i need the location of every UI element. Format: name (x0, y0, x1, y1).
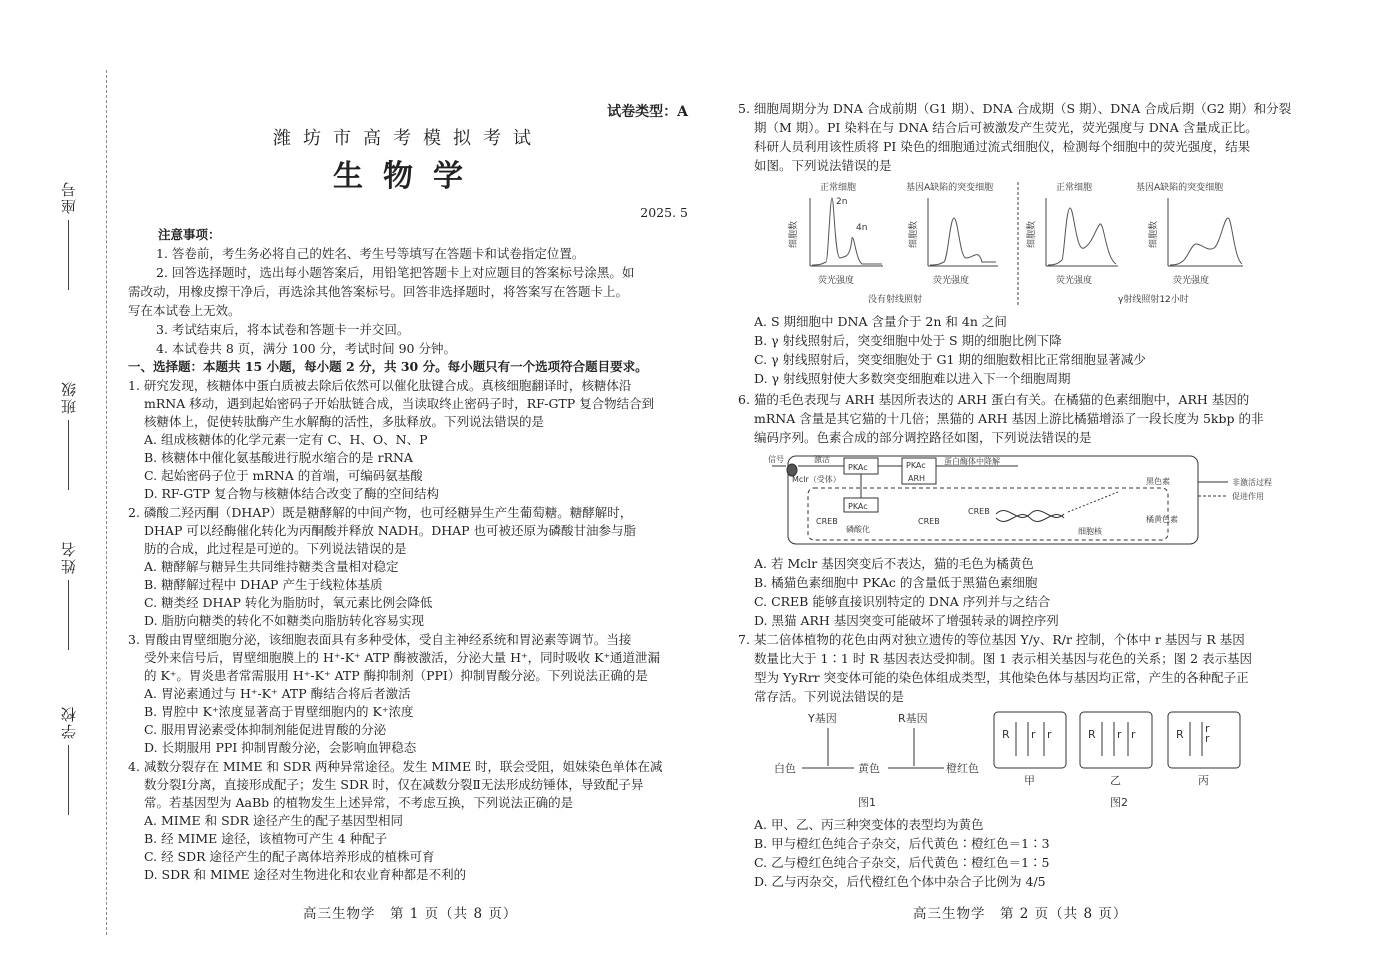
panel-title: 正常细胞 (820, 183, 857, 193)
allele-label: R (1002, 728, 1010, 741)
histogram-curve (1048, 208, 1116, 265)
degrade-label: 蛋白酶体中降解 (944, 457, 1000, 466)
q5-option-a[interactable]: A. S 期细胞中 DNA 含量介于 2n 和 4n 之间 (754, 314, 1007, 329)
histogram-curve (1170, 218, 1242, 265)
q1-stem: 核糖体上，促使转肽酶产生水解酶的活性，多肽释放。下列说法错误的是 (144, 414, 545, 429)
notice-item: 1. 答卷前，考生务必将自己的姓名、考生号等填写在答题卡和试卷指定位置。 (156, 246, 585, 261)
page-2 (738, 0, 1298, 971)
page-1 (128, 0, 688, 971)
allele-label: r (1205, 732, 1210, 745)
y-axis-label: 细胞数 (1149, 220, 1159, 248)
arrow (1068, 492, 1118, 512)
q4-stem: 数分裂Ⅰ分离，直接形成配子；发生 SDR 时，仅在减数分裂Ⅱ无法形成纺锤体，导致配子异 (144, 777, 644, 792)
q2-option-c[interactable]: C. 糖类经 DHAP 转化为脂肪时，氧元素比例会降低 (144, 595, 433, 610)
q4-stem: 常。若基因型为 AaBb 的植物发生上述异常，不考虑互换，下列说法正确的是 (144, 795, 574, 810)
q4-option-b[interactable]: B. 经 MIME 途径，该植物可产生 4 种配子 (144, 831, 388, 846)
black-pigment-label: 黑色素 (1146, 477, 1170, 486)
q5-stem: 如图。下列说法错误的是 (754, 158, 892, 173)
q6-stem: mRNA 含量是其它猫的十几倍；黑猫的 ARH 基因上游比橘猫增添了一段长度为 5kbp 的非 (754, 411, 1264, 426)
q7-option-b[interactable]: B. 甲与橙红色纯合子杂交，后代黄色∶橙红色＝1∶3 (754, 836, 1050, 851)
q7-option-c[interactable]: C. 乙与橙红色纯合子杂交，后代黄色∶橙红色＝1∶5 (754, 855, 1050, 870)
q2-stem: 肪的合成，此过程是可逆的。下列说法错误的是 (144, 541, 407, 556)
q3-option-a[interactable]: A. 胃泌素通过与 H⁺-K⁺ ATP 酶结合将后者激活 (144, 686, 411, 701)
axis (928, 198, 998, 266)
q2-option-a[interactable]: A. 糖酵解与糖异生共同维持糖类含量相对稳定 (144, 559, 399, 574)
q1-option-a[interactable]: A. 组成核糖体的化学元素一定有 C、H、O、N、P (144, 432, 428, 447)
legend-label: 促进作用 (1232, 492, 1264, 501)
q1-stem: mRNA 移动，遇到起始密码子开始肽链合成，当读取终止密码子时，RF-GTP 复合物结合到 (144, 396, 655, 411)
q6-option-b[interactable]: B. 橘猫色素细胞中 PKAc 的含量低于黑猫色素细胞 (754, 575, 1038, 590)
section-heading: 一、选择题：本题共 15 小题，每小题 2 分，共 30 分。每小题只有一个选项符合题目要求。 (128, 359, 648, 374)
q6-option-d[interactable]: D. 黑猫 ARH 基因突变可能破坏了增强转录的调控序列 (754, 613, 1059, 628)
phos-label: 磷酸化 (846, 525, 870, 534)
histogram-curve (930, 218, 996, 265)
axis (1046, 198, 1118, 266)
y-gene-label: Y基因 (808, 712, 837, 725)
q3-option-c[interactable]: C. 服用胃泌素受体抑制剂能促进胃酸的分泌 (144, 722, 387, 737)
axis (1168, 198, 1243, 266)
type-label: 甲 (1024, 774, 1035, 787)
subject-title: 生物学 (333, 159, 483, 194)
school-label: 学校 (58, 705, 84, 815)
r-gene-label: R基因 (898, 712, 928, 725)
class-label: 班级 (58, 380, 84, 490)
allele-label: r (1117, 728, 1122, 741)
q3-option-b[interactable]: B. 胃腔中 K⁺浓度显著高于胃壁细胞内的 K⁺浓度 (144, 704, 414, 719)
allele-label: R (1088, 728, 1096, 741)
binding-line (106, 70, 107, 935)
allele-label: r (1047, 728, 1052, 741)
orange-label: 橙红色 (946, 762, 979, 775)
receptor-label: Mclr（受体） (792, 475, 841, 484)
notice-item: 3. 考试结束后，将本试卷和答题卡一并交回。 (156, 322, 410, 337)
q6-stem: 6. 猫的毛色表现与 ARH 基因所表达的 ARH 蛋白有关。在橘猫的色素细胞中，ARH 基因的 (738, 392, 1250, 407)
notice-item: 需改动，用橡皮擦干净后，再选涂其他答案标号。回答非选择题时，将答案写在答题卡上。 (128, 284, 629, 299)
fig2-caption: 图2 (1110, 796, 1128, 809)
flower-color-figure (758, 708, 1298, 812)
pigment-pathway-figure (768, 452, 1298, 548)
panel-title: 基因A缺陷的突变细胞 (1136, 183, 1224, 193)
q6-option-a[interactable]: A. 若 Mclr 基因突变后不表达，猫的毛色为橘黄色 (754, 556, 1034, 571)
dna-helix (996, 511, 1064, 518)
q7-stem: 型为 YyRrr 突变体可能的染色体组成类型，其他染色体与基因均正常，产生的各种配子正 (754, 670, 1249, 685)
q2-stem: DHAP 可以经酶催化转化为丙酮酸并释放 NADH。DHAP 也可被还原为磷酸甘油参与脂 (144, 523, 637, 538)
q1-stem: 1. 研究发现，核糖体中蛋白质被去除后依然可以催化肽键合成。真核细胞翻译时，核糖体沿 (128, 378, 632, 393)
activate-label: 激活 (814, 455, 830, 464)
q7-option-d[interactable]: D. 乙与丙杂交，后代橙红色个体中杂合子比例为 4/5 (754, 874, 1046, 889)
creb-label: CREB (918, 517, 940, 526)
x-axis-label: 荧光强度 (1173, 276, 1210, 286)
signal-label: 信号 (768, 455, 784, 464)
page-footer: 高三生物学 第 1 页（共 8 页） (303, 906, 518, 922)
q1-option-b[interactable]: B. 核糖体中催化氨基酸进行脱水缩合的是 rRNA (144, 450, 413, 465)
q3-option-d[interactable]: D. 长期服用 PPI 抑制胃酸分泌，会影响血钾稳态 (144, 740, 417, 755)
q4-option-d[interactable]: D. SDR 和 MIME 途径对生物进化和农业育种都是不利的 (144, 867, 467, 882)
y-axis-label: 细胞数 (909, 220, 919, 248)
type-label: 丙 (1198, 774, 1209, 787)
q2-option-d[interactable]: D. 脂肪向糖类的转化不如糖类向脂肪转化容易实现 (144, 613, 425, 628)
allele-label: r (1031, 728, 1036, 741)
pkac-label: PKAc (906, 461, 926, 470)
q4-option-c[interactable]: C. 经 SDR 途径产生的配子离体培养形成的植株可育 (144, 849, 435, 864)
exam-date: 2025. 5 (640, 205, 688, 220)
seat-label: 座号 (58, 180, 84, 290)
x-axis-label: 荧光强度 (933, 276, 970, 286)
q7-stem: 7. 某二倍体植物的花色由两对独立遗传的等位基因 Y/y、R/r 控制，个体中 r 基因与 R 基因 (738, 632, 1245, 647)
flow-cytometry-figure (788, 178, 1288, 308)
dna-helix (996, 515, 1064, 522)
peak-4n-label: 4n (856, 223, 868, 233)
notice-item: 写在本试卷上无效。 (128, 303, 241, 318)
peak-2n-label: 2n (836, 197, 848, 207)
q5-stem: 科研人员利用该性质将 PI 染色的细胞通过流式细胞仪，检测每个细胞中的荧光强度，结果 (754, 139, 1251, 154)
q7-stem: 数量比大于 1∶1 时 R 基因表达受抑制。图 1 表示相关基因与花色的关系；图 2 表示基因 (754, 651, 1253, 666)
type-label: 乙 (1110, 774, 1121, 787)
q5-option-d[interactable]: D. γ 射线照射使大多数突变细胞难以进入下一个细胞周期 (754, 371, 1071, 386)
pkac-label: PKAc (848, 463, 868, 472)
q5-option-b[interactable]: B. γ 射线照射后，突变细胞中处于 S 期的细胞比例下降 (754, 333, 1062, 348)
q5-stem: 期（M 期）。PI 染料在与 DNA 结合后可被激发产生荧光，荧光强度与 DNA 含量成正比。 (754, 120, 1258, 135)
x-axis-label: 荧光强度 (818, 276, 855, 286)
allele-label: r (1131, 728, 1136, 741)
q4-option-a[interactable]: A. MIME 和 SDR 途径产生的配子基因型相同 (144, 813, 404, 828)
q1-option-d[interactable]: D. RF-GTP 复合物与核糖体结合改变了酶的空间结构 (144, 486, 439, 501)
q5-option-c[interactable]: C. γ 射线照射后，突变细胞处于 G1 期的细胞数相比正常细胞显著减少 (754, 352, 1146, 367)
q7-option-a[interactable]: A. 甲、乙、丙三种突变体的表型均为黄色 (754, 817, 984, 832)
q2-stem: 2. 磷酸二羟丙酮（DHAP）既是糖酵解的中间产物，也可经糖异生产生葡萄糖。糖酵解时， (128, 505, 633, 520)
pkac-label: PKAc (848, 502, 868, 511)
orange-pigment-label: 橘黄色素 (1146, 515, 1178, 524)
x-axis-label: 荧光强度 (1056, 276, 1093, 286)
group-label: γ射线照射12小时 (1118, 295, 1189, 305)
arh-label: ARH (908, 474, 926, 483)
q3-stem: 受外来信号后，胃壁细胞膜上的 H⁺-K⁺ ATP 酶被激活，分泌大量 H⁺，同时吸收 K⁺通道泄漏 (144, 650, 661, 665)
q6-stem: 编码序列。色素合成的部分调控路径如图，下列说法错误的是 (754, 430, 1092, 445)
notice-item: 2. 回答选择题时，选出每小题答案后，用铅笔把答题卡上对应题目的答案标号涂黑。如 (156, 265, 635, 280)
q3-stem: 3. 胃酸由胃壁细胞分泌，该细胞表面具有多种受体，受自主神经系统和胃泌素等调节。当接 (128, 632, 632, 647)
white-label: 白色 (774, 762, 796, 775)
exam-type: 试卷类型：A (607, 104, 688, 120)
q4-stem: 4. 减数分裂存在 MIME 和 SDR 两种异常途径。发生 MIME 时，联会受阻，姐妹染色单体在减 (128, 759, 663, 774)
q3-stem: 的 K⁺。胃炎患者常需服用 H⁺-K⁺ ATP 酶抑制剂（PPI）抑制胃酸分泌。下列说法正确的是 (144, 668, 648, 683)
allele-label: R (1176, 728, 1184, 741)
q2-option-b[interactable]: B. 糖酵解过程中 DHAP 产生于线粒体基质 (144, 577, 383, 592)
q7-stem: 常存活。下列说法错误的是 (754, 689, 905, 704)
name-label: 姓名 (58, 540, 84, 650)
legend-label: 非激活过程 (1232, 478, 1272, 487)
group-label: 没有射线照射 (868, 295, 923, 305)
y-axis-label: 细胞数 (789, 220, 799, 248)
creb-label: CREB (968, 507, 990, 516)
creb-label: CREB (816, 517, 838, 526)
q5-stem: 5. 细胞周期分为 DNA 合成前期（G1 期）、DNA 合成期（S 期）、DNA 合成后期（G2 期）和分裂 (738, 101, 1292, 116)
panel-title: 正常细胞 (1056, 183, 1093, 193)
q6-option-c[interactable]: C. CREB 能够直接识别特定的 DNA 序列并与之结合 (754, 594, 1051, 609)
exam-name: 潍坊市高考模拟考试 (273, 128, 543, 149)
page-footer: 高三生物学 第 2 页（共 8 页） (913, 906, 1128, 922)
fig1-caption: 图1 (858, 796, 876, 809)
notice-item: 4. 本试卷共 8 页，满分 100 分，考试时间 90 分钟。 (156, 341, 456, 356)
notice-heading: 注意事项： (158, 227, 221, 242)
y-axis-label: 细胞数 (1027, 220, 1037, 248)
q1-option-c[interactable]: C. 起始密码子位于 mRNA 的首端，可编码氨基酸 (144, 468, 423, 483)
nucleus-label: 细胞核 (1078, 527, 1102, 536)
allele-label: r (1205, 722, 1210, 735)
histogram-curve (812, 198, 882, 265)
panel-title: 基因A缺陷的突变细胞 (906, 183, 994, 193)
yellow-label: 黄色 (858, 762, 880, 775)
